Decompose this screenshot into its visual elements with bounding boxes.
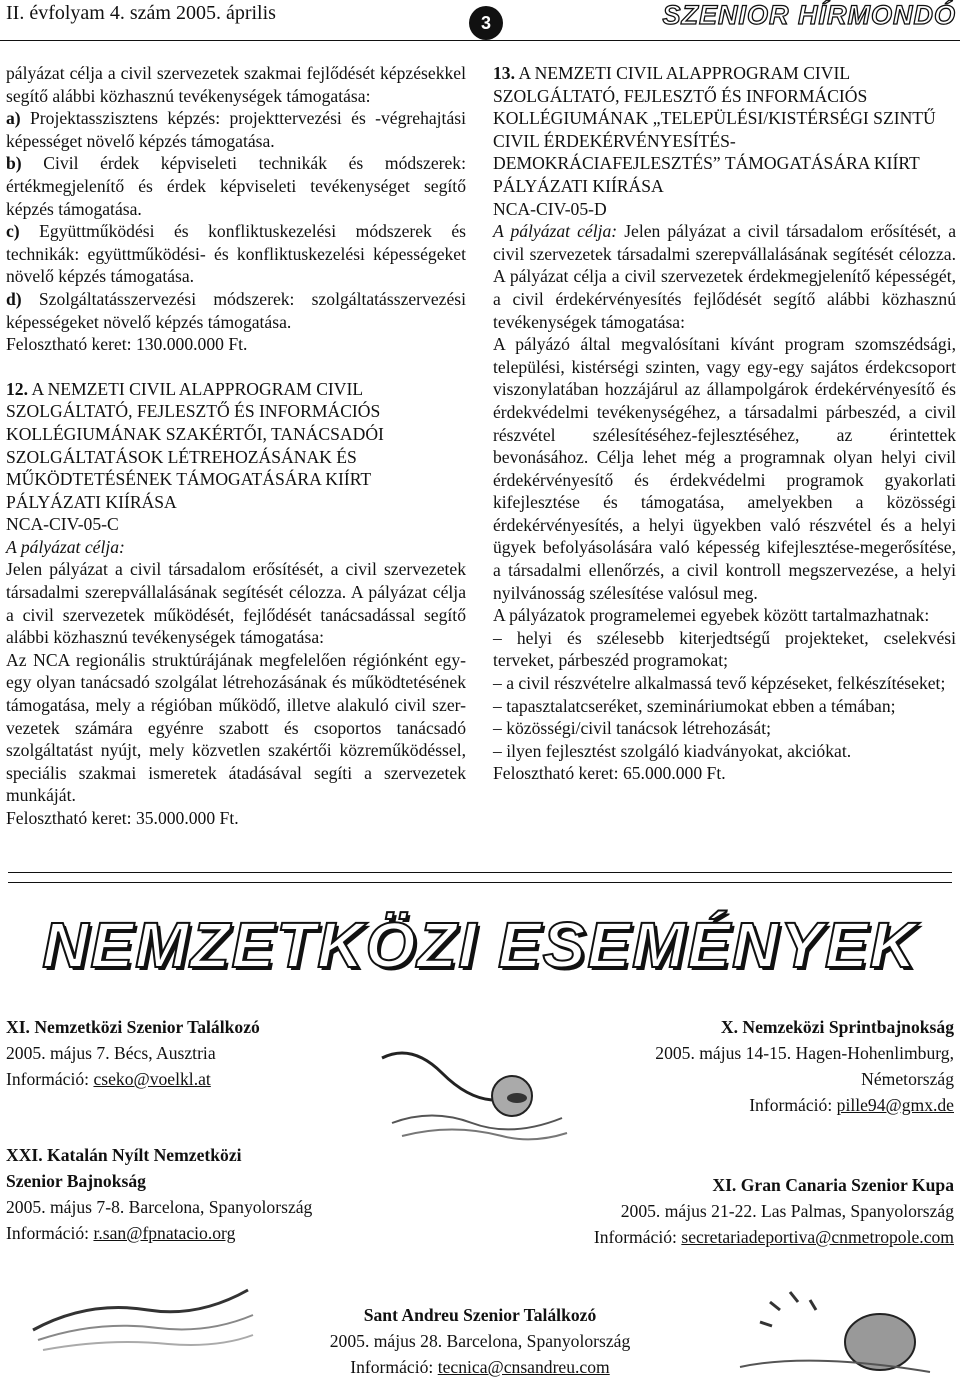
section-12-title bbox=[6, 378, 466, 514]
bullet-item: – közösségi/civil tanácsok létrehozását; bbox=[493, 718, 771, 739]
email-link[interactable]: tecnica@cnsandreu.com bbox=[437, 1357, 610, 1377]
masthead: SZENIOR HÍRMONDÓ bbox=[662, 0, 956, 30]
item-text: Szolgáltatásszervezési módszerek: szolgáltatásszervezési képességeket növelő képzés támogatása. bbox=[6, 288, 466, 332]
event-title: XXI. Katalán Nyílt Nemzetközi bbox=[6, 1145, 242, 1165]
event-date: 2005. május 7. Bécs, Ausztria bbox=[6, 1043, 216, 1063]
right-column bbox=[493, 62, 956, 785]
bullet-item: – ilyen fejlesztést szolgáló kiadványokat, akciókat. bbox=[493, 740, 852, 761]
bullet-item: – helyi és szélesebb kiterjedtségű projekteket, cselekvési terveket, párbeszéd programokat; bbox=[493, 627, 956, 671]
item-text: Projektasszisztens képzés: projekttervezési és -végrehajtási képességet növelő képzés támogatása. bbox=[6, 108, 466, 151]
left-column bbox=[6, 62, 466, 830]
page-number: 3 bbox=[469, 6, 503, 40]
section-12-paragraph-1: Jelen pályázat a civil társadalom erősítését, a civil szervezetek társadalmi szerepvállalásának segítését célozza. A pályázat célja a civil szervezetek működését, fejlődését tanácsadással segítő alábbi közhasznú tevékenységek támogatása: bbox=[6, 559, 466, 648]
section-13-paragraph-1 bbox=[493, 220, 956, 333]
event-date: 2005. május 7-8. Barcelona, Spanyolország bbox=[6, 1197, 313, 1217]
event-date: 2005. május 14-15. Hagen-Hohenlimburg, bbox=[655, 1043, 954, 1063]
section-number: 12. bbox=[6, 378, 28, 399]
email-link[interactable]: secretariadeportiva@cnmetropole.com bbox=[681, 1227, 954, 1247]
swimmer-illustration bbox=[372, 1038, 572, 1148]
section-13-paragraph-2: A pályázó által megvalósítani kívánt program szomszédsági, települési, kistérségi szinten, vagy egy-egy sajátos érdekcsoport viszonylatában hozzájárul az állampolgárok érdekérvényesítő és érdekvédelmi tevékenységéhez, a társadalmi párbeszéd, a civil részvétel szélesítéséhez-fejlesztéséhez, az érintettek bevonásához. Célja lehet még a programnak olyan helyi civil érdekérvényesítő és érdekvédelmi programok gyakorlati kifejlesztése és támogatása, amelyekben a közösségi érdekérvényesítés, a helyi ügyekben való részvétel és a helyi ügyek befolyásolására való képesség kifejlesztése-megerősítése, a társadalmi ellenőrzés, a civil kontroll megszervezése, a helyi nyilvánosság szélesítése valósul meg. bbox=[493, 334, 956, 603]
section-13-title bbox=[493, 62, 956, 198]
budget-line: Felosztható keret: 130.000.000 Ft. bbox=[6, 334, 248, 355]
info-label: Információ: bbox=[593, 1227, 682, 1247]
info-label: Információ: bbox=[749, 1095, 837, 1115]
event-vienna bbox=[6, 1014, 260, 1092]
item-letter: b) bbox=[6, 153, 22, 174]
event-gran-canaria bbox=[594, 1172, 954, 1250]
event-hagen bbox=[655, 1014, 954, 1118]
section-13-paragraph-3: A pályázatok programelemei egyebek között tartalmazhatnak: bbox=[493, 605, 930, 626]
event-title-line-2: Szenior Bajnokság bbox=[6, 1171, 146, 1191]
event-info bbox=[6, 1066, 260, 1092]
item-d bbox=[6, 288, 466, 333]
budget-line: Felosztható keret: 65.000.000 Ft. bbox=[493, 763, 726, 784]
issue-line: II. évfolyam 4. szám 2005. április bbox=[6, 2, 276, 24]
bullet-item: – a civil részvételre alkalmassá tevő képzéseket, felkészítéseket; bbox=[493, 673, 946, 694]
goal-label: A pályázat célja: bbox=[6, 536, 125, 557]
event-title: X. Nemzeközi Sprintbajnokság bbox=[720, 1017, 954, 1037]
event-date: 2005. május 28. Barcelona, Spanyolország bbox=[329, 1331, 631, 1351]
item-letter: a) bbox=[6, 108, 21, 129]
paragraph-text: Jelen pályázat a civil társadalom erősítését, a civil szervezetek társadalmi szerepvállalásának segítését célozza. A pályázat célja a civil szervezetek érdekmegjelenítő képességét, a civil érdekérvényesítés fejlődését segítő alábbi közhasznú tevékenységek támogatása: bbox=[493, 221, 956, 332]
diver-illustration bbox=[28, 1270, 258, 1360]
section-title-text: A NEMZETI CIVIL ALAPPROGRAM CIVIL SZOLGÁLTATÓ, FEJLESZTŐ ÉS INFORMÁCIÓS KOLLÉGIUMÁNAK SZAKÉRTŐI, TANÁCSADÓI SZOLGÁLTATÁSOK LÉTREHOZÁSÁNAK ÉS MŰKÖDTETÉSÉNEK TÁMOGATÁSÁRA KIÍRT PÁLYÁZATI KIÍRÁSA bbox=[6, 378, 384, 512]
section-12-code: NCA-CIV-05-C bbox=[6, 514, 119, 535]
event-date: 2005. május 21-22. Las Palmas, Spanyolország bbox=[620, 1201, 954, 1221]
event-title: Sant Andreu Szenior Találkozó bbox=[363, 1305, 597, 1325]
item-b bbox=[6, 152, 466, 220]
event-catalan bbox=[6, 1142, 312, 1246]
event-info bbox=[6, 1220, 312, 1246]
info-label: Információ: bbox=[350, 1357, 438, 1377]
header-rule bbox=[0, 40, 960, 41]
event-country: Németország bbox=[861, 1069, 954, 1089]
event-title: XI. Nemzetközi Szenior Találkozó bbox=[6, 1017, 260, 1037]
info-label: Információ: bbox=[6, 1223, 94, 1243]
item-a bbox=[6, 107, 466, 152]
item-c bbox=[6, 220, 466, 288]
email-link[interactable]: pille94@gmx.de bbox=[836, 1095, 954, 1115]
item-text: Civil érdek képviseleti technikák és módszerek: értékmegjelenítő és érdek képviseleti tevékenységet segítő képzés támogatása. bbox=[6, 153, 466, 219]
email-link[interactable]: cseko@voelkl.at bbox=[93, 1069, 211, 1089]
section-title-text: A NEMZETI CIVIL ALAPPROGRAM CIVIL SZOLGÁLTATÓ, FEJLESZTŐ ÉS INFORMÁCIÓS KOLLÉGIUMÁNAK „TELEPÜLÉSI/KISTÉRSÉGI SZINTŰ CIVIL ÉRDEKÉRVÉNYESÍTÉS-DEMOKRÁCIAFEJLESZTÉS” TÁMOGATÁSÁRA KIÍRT PÁLYÁZATI KIÍRÁSA bbox=[493, 63, 936, 196]
events-banner: NEMZETKÖZI ESEMÉNYEK bbox=[42, 909, 918, 981]
email-link[interactable]: r.san@fpnatacio.org bbox=[93, 1223, 236, 1243]
info-label: Információ: bbox=[6, 1069, 94, 1089]
event-info bbox=[594, 1224, 954, 1250]
event-info bbox=[655, 1092, 954, 1118]
bullet-item: – tapasztalatcseréket, szemináriumokat ebben a témában; bbox=[493, 695, 896, 716]
section-12-paragraph-2: Az NCA regionális struktúrájának megfelelően régiónként egy-egy olyan tanácsadó szolgálat létrehozásának és működtetésének támogatása, mely a régióban működő, illetve alakuló civil szer-vezetek számára egyénre szabott és csoportos tanácsadó szolgáltatást nyújt, mely közvetlen szakértői közreműködéssel, speciális szakmai ismeretek átadásával segíti a szervezetek munkáját. bbox=[6, 649, 466, 806]
item-text: Együttműködési és konfliktuskezelési módszerek és technikák: együttműködési- és konfliktuskezelési képességeket növelő képzés támogatása. bbox=[6, 221, 466, 287]
item-letter: c) bbox=[6, 221, 20, 242]
splash-illustration bbox=[730, 1282, 940, 1382]
goal-label: A pályázat célja: bbox=[493, 221, 618, 242]
item-letter: d) bbox=[6, 288, 22, 309]
section-13-code: NCA-CIV-05-D bbox=[493, 198, 607, 219]
intro-paragraph: pályázat célja a civil szervezetek szakmai fejlődését képzésekkel segítő alábbi közhasznú tevékenységek támogatása: bbox=[6, 63, 466, 106]
event-title: XI. Gran Canaria Szenior Kupa bbox=[712, 1175, 954, 1195]
section-number: 13. bbox=[493, 63, 515, 83]
section-divider bbox=[8, 872, 952, 883]
budget-line: Felosztható keret: 35.000.000 Ft. bbox=[6, 808, 239, 828]
